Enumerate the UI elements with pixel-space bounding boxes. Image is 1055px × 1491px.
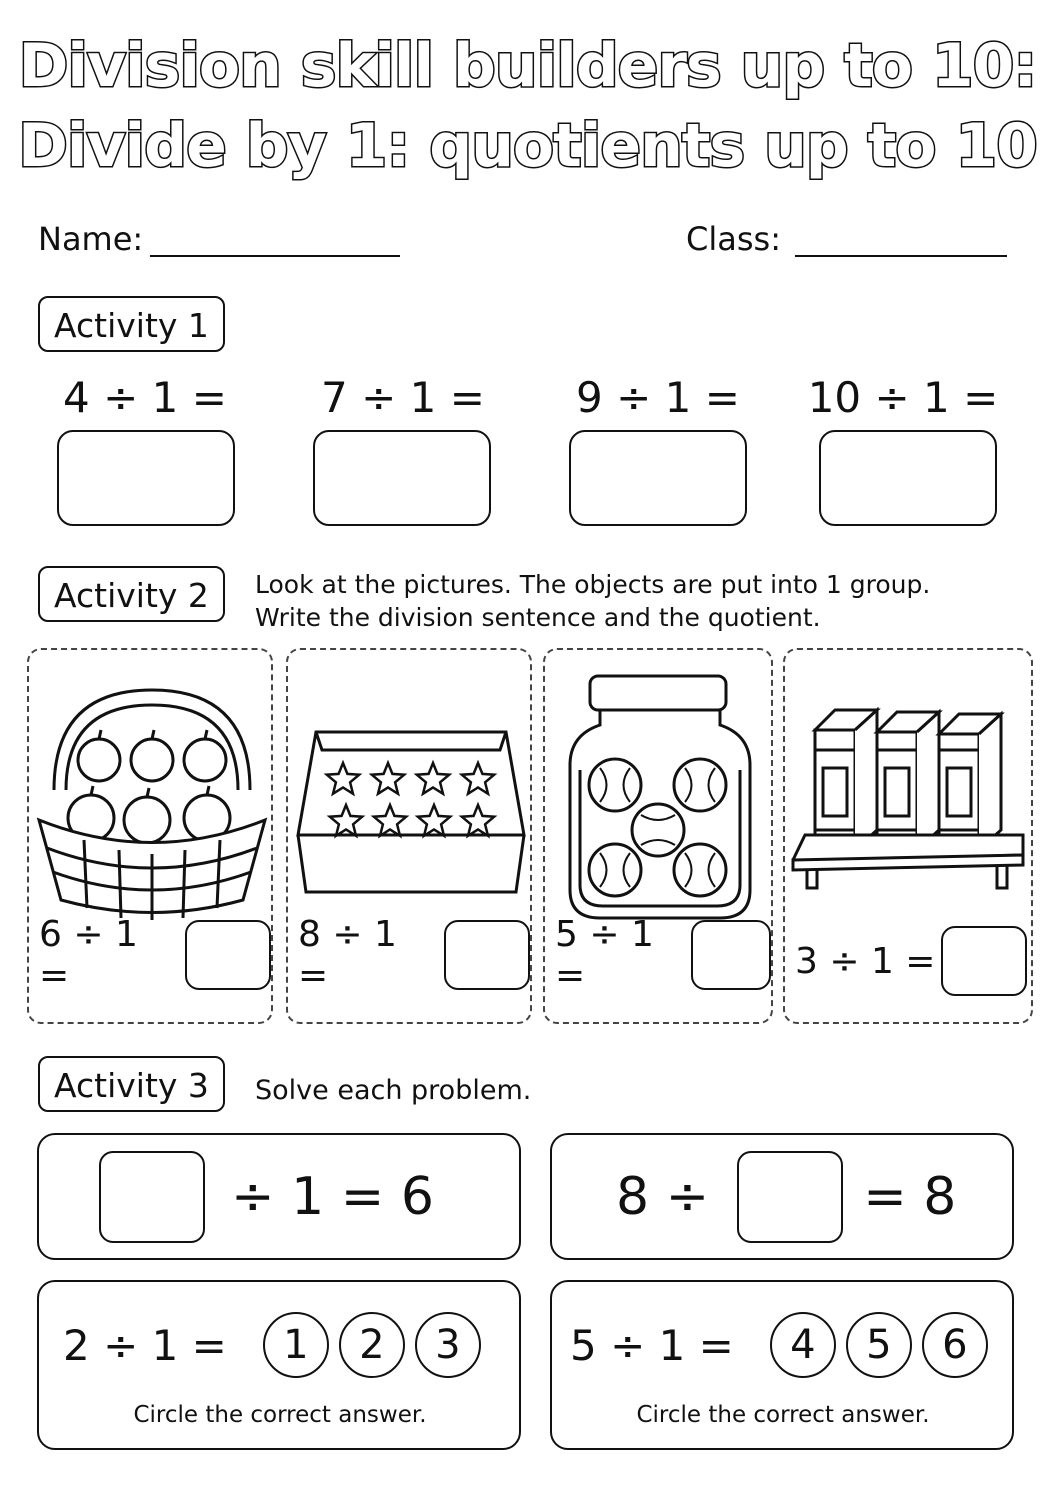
problem1-answer-box[interactable] — [99, 1151, 205, 1243]
activity2-instruction-line2: Write the division sentence and the quotient. — [255, 603, 821, 632]
activity1-equation-3: 9 ÷ 1 = — [576, 373, 740, 422]
problem3-option-2[interactable]: 2 — [339, 1312, 405, 1378]
name-field-line[interactable] — [150, 255, 400, 257]
picture-card-apples — [27, 648, 273, 1024]
activity3-tag: Activity 3 — [38, 1056, 225, 1112]
class-field-line[interactable] — [795, 255, 1007, 257]
problem2-answer-box[interactable] — [737, 1151, 843, 1243]
picture-card-stars — [286, 648, 532, 1024]
problem4-hint: Circle the correct answer. — [636, 1402, 930, 1428]
problem4-option-2[interactable]: 5 — [846, 1312, 912, 1378]
problem3-equation: 2 ÷ 1 = — [63, 1320, 227, 1370]
card-apples-answer-box[interactable] — [185, 920, 271, 990]
name-label: Name: — [38, 220, 144, 258]
card-stars-equation: 8 ÷ 1 = — [298, 914, 397, 996]
card-books-equation-row — [795, 926, 1027, 996]
apple-basket-icon — [29, 650, 275, 950]
card-books-answer-box[interactable] — [941, 926, 1027, 996]
card-stars-answer-box[interactable] — [444, 920, 530, 990]
card-apples-equation: 6 ÷ 1 = — [39, 914, 138, 996]
activity1-equation-1: 4 ÷ 1 = — [63, 373, 227, 422]
problem3-hint: Circle the correct answer. — [133, 1402, 427, 1428]
class-label: Class: — [686, 220, 781, 258]
activity1-answer-box-2[interactable] — [313, 430, 491, 526]
problem4-option-1[interactable]: 4 — [770, 1312, 836, 1378]
activity1-answer-box-1[interactable] — [57, 430, 235, 526]
problem-missing-dividend — [37, 1133, 521, 1260]
star-tray-icon — [288, 650, 534, 950]
card-stars-equation-row — [298, 914, 530, 996]
worksheet-title-line1: Division skill builders up to 10: — [18, 31, 1037, 101]
problem2-dividend: 8 ÷ — [616, 1167, 710, 1227]
problem4-equation: 5 ÷ 1 = — [570, 1320, 734, 1370]
activity1-answer-box-4[interactable] — [819, 430, 997, 526]
problem1-equation: ÷ 1 = 6 — [231, 1167, 434, 1227]
worksheet-title-line2: Divide by 1: quotients up to 10 — [18, 111, 1037, 181]
activity1-equation-2: 7 ÷ 1 = — [321, 373, 485, 422]
card-books-equation: 3 ÷ 1 = — [795, 940, 936, 982]
problem3-option-1[interactable]: 1 — [263, 1312, 329, 1378]
activity1-tag: Activity 1 — [38, 296, 225, 352]
books-shelf-icon — [785, 650, 1035, 950]
activity3-instruction: Solve each problem. — [255, 1075, 532, 1106]
problem4-option-3[interactable]: 6 — [922, 1312, 988, 1378]
card-apples-equation-row — [39, 914, 271, 996]
card-baseballs-equation-row — [555, 914, 771, 996]
baseball-jar-icon — [545, 650, 775, 950]
activity2-instruction — [255, 568, 930, 634]
picture-card-books — [783, 648, 1033, 1024]
activity2-instruction-line1: Look at the pictures. The objects are put into 1 group. — [255, 570, 931, 599]
problem-circle-answer-2 — [550, 1280, 1014, 1450]
activity1-equation-4: 10 ÷ 1 = — [807, 373, 999, 422]
problem-circle-answer-1 — [37, 1280, 521, 1450]
activity2-tag: Activity 2 — [38, 566, 225, 622]
problem2-result: = 8 — [863, 1167, 957, 1227]
card-baseballs-answer-box[interactable] — [691, 920, 771, 990]
problem-missing-divisor — [550, 1133, 1014, 1260]
card-baseballs-equation: 5 ÷ 1 = — [555, 914, 654, 996]
problem3-option-3[interactable]: 3 — [415, 1312, 481, 1378]
activity1-answer-box-3[interactable] — [569, 430, 747, 526]
picture-card-baseballs — [543, 648, 773, 1024]
